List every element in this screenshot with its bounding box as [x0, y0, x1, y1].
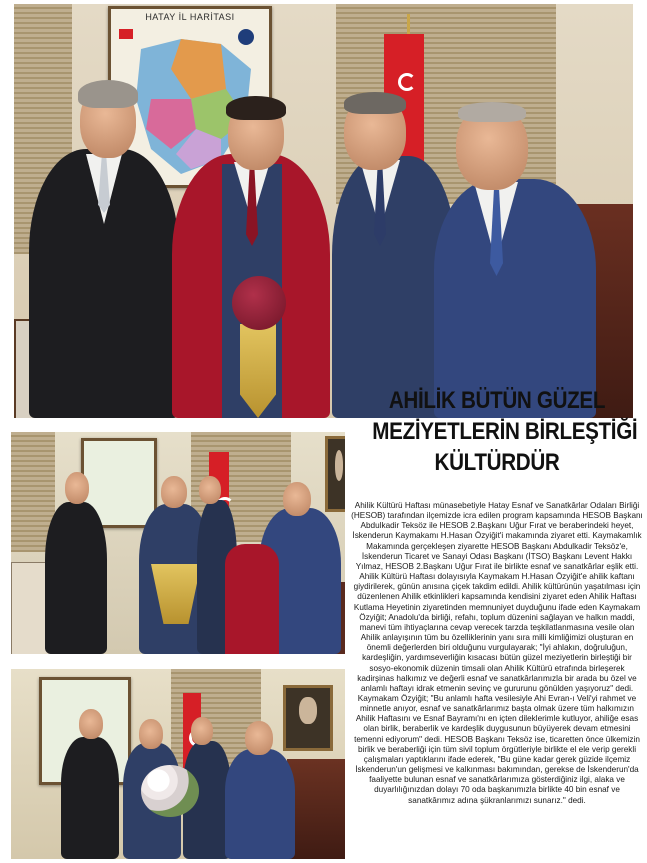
map-title: HATAY İL HARİTASI	[145, 12, 235, 22]
headline-line-2: MEZİYETLERİN BİRLEŞTİĞİ	[372, 418, 638, 445]
article-headline	[372, 385, 638, 478]
article-paragraph: Ahilik Kültürü Haftası münasebetiyle Hatay Esnaf ve Sanatkârlar Odaları Birliği (HESOB) tarafından ilçemizde icra edilen program kapsamında HESOB Başkanı Abdulkadir Teksöz ile HESOB 2.Başkanı Uğur Fırat ve beraberindeki heyet, İskenderun Kaymakamı H.Hasan Özyiğit'i makamında ziyaret etti. Kaymakamlık Makamında gerçekleşen ziyarette HESOB Başkanı Abdulkadir Teksöz'e, İskenderun Ticaret ve Sanayi Odası Başkanı (İTSO) Başkanı Levent Hakkı Yılmaz, HESOB 2.Başkanı Uğur Fırat ile birlikte esnaf ve sanatkârlar eşlik etti. Ahilik Kültürü Haftası dolayısıyla Kaymakam H.Hasan Özyiğit'e ahilik kaftanı giydirilerek, günün anısına çiçek takdim edildi. Ahilik kültürünün yaşatılması için düzenlenen Ahilik etkinlikleri kapsamında kendisini ziyaret eden Ahilik Haftası Kutlama Heyetinin ziyaretinden memnuniyet duyduğunu ifade eden Kaymakam Özyiğit; Anadolu'da birliği, refahı, toplum düzenini sağlayan ve halkın maddi, manevi tüm ihtiyaçlarına cevap verecek tarzda teşkilatlanmasına vesile olan Ahilik anlayışının tüm bu özelliklerinin yanı sıra milli kimliğimizi oluşturan en önemli değerlerden biri olduğunu vurgulayarak; "İyi ahlakın, doğruluğun, kardeşliğin, yardımseverliğin kısacası bütün güzel meziyetlerin birleştiği bir sosyo-ekonomik düzenin timsali olan Ahilik Kültürü etrafında birleşerek kadirşinas halkımız ve değerli esnaf ve sanatkârlarımızla bir arada bu özel ve anlamlı haftayı idrak etmenin sevinç ve gururunu gönülden yaşıyoruz" dedi. Kaymakam Özyiğit; "Bu anlamlı hafta vesilesiyle Ahi Evran-ı Veli'yi rahmet ve minnetle anıyor, esnaf ve sanatkârlarımız başta olmak üzere tüm halkımızın Ahilik Haftasını ve Esnaf Bayramı'nı en içten dileklerimle kutluyor, ahiliğe esas olan birlik, beraberlik ve kardeşlik duygusunun büyüyerek devam etmesini temenni ediyorum" dedi. HESOB Başkanı Teksöz ise, ticaretten önce ülkemizin birlik ve beraberliği için tüm sivil toplum örgütleriyle birlikte el ele verip gerekli çalışmaları yaptıklarını ifade ederek, "Bu güne kadar gerek güzide ilçemiz İskenderun'un gelişmesi ve kalkınması bakımından, gerekse de İskenderun'da faaliyette bulunan esnaf ve sanatkârlarımıza gösterdiğiniz ilgi, alaka ve duyarlılığınızdan dolayı 70 oda başkanımızla birlikte 40 bin esnaf ve sanatkârımız adına şükranlarımızı sunarız." dedi.	[351, 501, 643, 805]
red-robe-held	[225, 544, 279, 654]
flower-presentation-photo	[11, 669, 345, 859]
robe-ceremony-photo	[11, 432, 345, 654]
wall-portrait	[283, 685, 333, 751]
bookshelf	[287, 759, 345, 859]
headline-line-3: KÜLTÜRDÜR	[434, 449, 560, 476]
main-photo	[14, 4, 633, 418]
article-body	[350, 501, 644, 806]
flower-bouquet	[141, 765, 199, 817]
headline-line-1: AHİLİK BÜTÜN GÜZEL	[388, 387, 606, 414]
wall-portrait	[325, 436, 345, 512]
